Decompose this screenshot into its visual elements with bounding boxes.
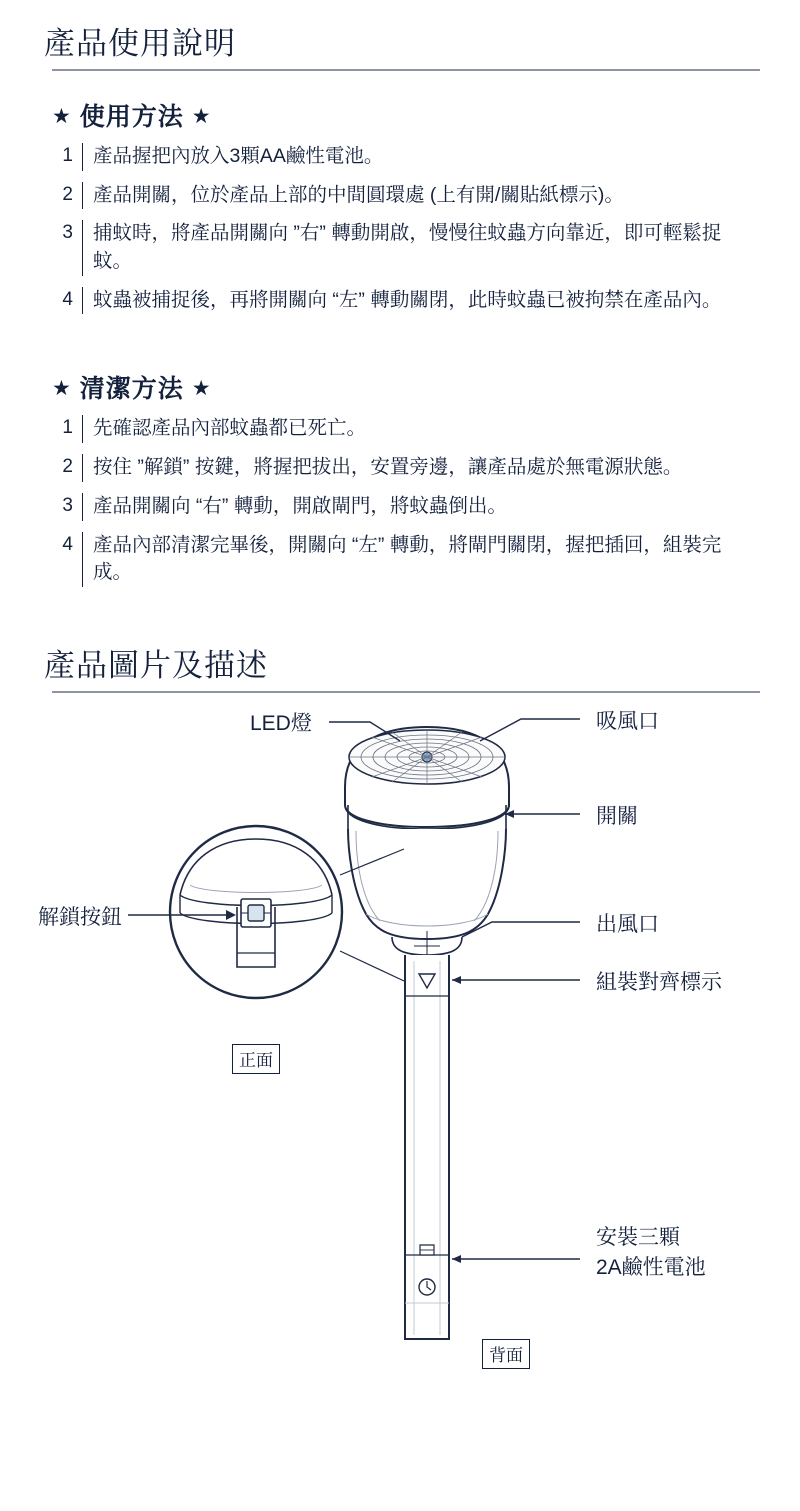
step-number: 2 — [62, 456, 73, 478]
step-text: 捕蚊時，將產品開關向 ”右” 轉動開啟，慢慢往蚊蟲方向靠近，即可輕鬆捉蚊。 — [93, 222, 722, 273]
label-led: LED燈 — [250, 711, 312, 735]
step-text: 產品內部清潔完畢後，開關向 “左” 轉動，將閘門關閉，握把插回，組裝完成。 — [93, 533, 722, 584]
product-diagram — [0, 699, 800, 1389]
list-item — [52, 220, 754, 275]
star-icon: ★ — [191, 105, 212, 128]
list-item — [52, 415, 754, 443]
usage-heading — [0, 71, 800, 143]
list-item — [52, 143, 754, 171]
star-icon: ★ — [52, 377, 72, 401]
step-text: 蚊蟲被捕捉後，再將開關向 “左” 轉動關閉，此時蚊蟲已被拘禁在產品內。 — [93, 288, 722, 311]
list-item — [52, 493, 754, 521]
label-air-outlet: 出風口 — [596, 912, 659, 936]
label-front-view: 正面 — [232, 1044, 280, 1074]
step-text: 產品開關，位於產品上部的中間圓環處 (上有開/關貼紙標示)。 — [93, 183, 624, 206]
list-item — [52, 182, 754, 210]
label-battery-line2: 2A鹼性電池 — [596, 1255, 706, 1279]
gallery-title: 產品圖片及描述 — [44, 647, 268, 683]
label-switch: 開關 — [596, 804, 638, 828]
step-text: 按住 ”解鎖” 按鍵，將握把拔出，安置旁邊，讓產品處於無電源狀態。 — [93, 456, 683, 479]
label-back-view: 背面 — [482, 1339, 530, 1369]
usage-step-list — [0, 143, 800, 314]
step-number: 4 — [62, 288, 73, 310]
page-title: 產品使用說明 — [44, 26, 236, 61]
usage-heading-label: 使用方法 — [79, 103, 184, 131]
step-number: 3 — [62, 222, 73, 244]
step-separator — [82, 532, 83, 587]
gallery-divider — [52, 691, 760, 693]
step-text: 先確認產品內部蚊蟲都已死亡。 — [93, 417, 367, 440]
step-number: 1 — [62, 417, 73, 439]
list-item — [52, 454, 754, 482]
label-unlock-button: 解鎖按鈕 — [38, 905, 122, 929]
label-battery-line1: 安裝三顆 — [596, 1225, 680, 1249]
cleaning-step-list — [0, 415, 800, 586]
step-text: 產品握把內放入3顆AA鹼性電池。 — [93, 145, 384, 167]
step-number: 3 — [62, 494, 73, 516]
star-icon: ★ — [52, 105, 72, 128]
step-separator — [82, 182, 83, 210]
label-air-intake: 吸風口 — [596, 709, 659, 733]
label-align-mark: 組裝對齊標示 — [596, 970, 722, 994]
star-icon: ★ — [191, 377, 212, 401]
list-item — [52, 532, 754, 587]
step-separator — [82, 143, 83, 171]
step-separator — [82, 220, 83, 275]
step-number: 4 — [62, 533, 73, 555]
step-text: 產品開關向 “右” 轉動，開啟閘門，將蚊蟲倒出。 — [93, 494, 507, 517]
step-separator — [82, 454, 83, 482]
cleaning-heading — [0, 325, 800, 415]
cleaning-heading-label: 清潔方法 — [79, 375, 184, 404]
product-illustration — [0, 699, 800, 1389]
step-number: 1 — [62, 145, 73, 166]
step-separator — [82, 415, 83, 443]
step-number: 2 — [62, 183, 73, 205]
step-separator — [82, 287, 83, 315]
list-item — [52, 287, 754, 315]
step-separator — [82, 493, 83, 521]
